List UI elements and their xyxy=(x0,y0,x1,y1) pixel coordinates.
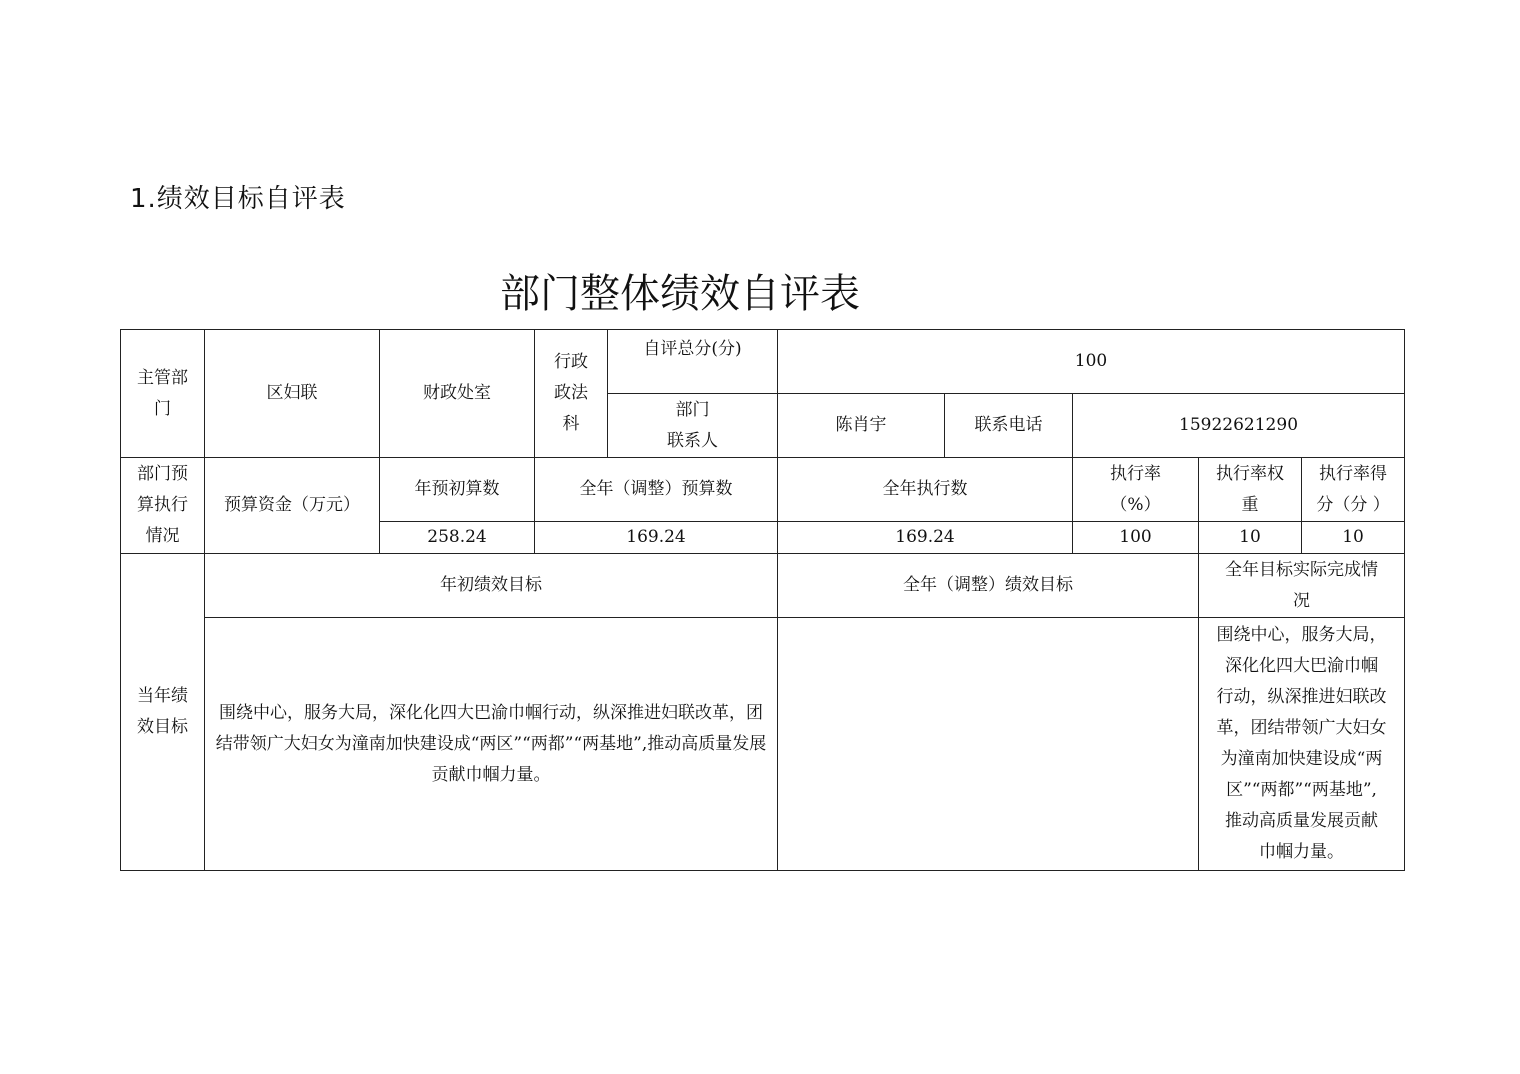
col-exec-rate xyxy=(1073,458,1199,522)
self-score-label: 自评总分(分) xyxy=(608,330,778,394)
finance-section-line: 科 xyxy=(562,414,580,434)
budget-row-label-line: 部门预 xyxy=(137,464,188,484)
executed-value: 169.24 xyxy=(778,522,1073,554)
section-heading: 1.绩效目标自评表 xyxy=(130,184,346,214)
col-executed: 全年执行数 xyxy=(778,458,1073,522)
self-evaluation-table xyxy=(120,329,1405,871)
finance-office-label: 财政处室 xyxy=(380,330,535,458)
col-adjusted-budget: 全年（调整）预算数 xyxy=(535,458,778,522)
col-initial-budget: 年预初算数 xyxy=(380,458,535,522)
goals-row-label-line: 效目标 xyxy=(137,717,188,737)
contact-label-line: 部门 xyxy=(675,399,710,420)
phone-value: 15922621290 xyxy=(1073,394,1405,458)
exec-weight-value: 10 xyxy=(1199,522,1302,554)
col-actual-completion xyxy=(1199,554,1405,618)
col-exec-score-line: 执行率得 xyxy=(1319,463,1388,484)
col-exec-score xyxy=(1302,458,1405,522)
contact-label xyxy=(608,394,778,458)
initial-budget-value: 258.24 xyxy=(380,522,535,554)
col-actual-completion-line: 全年目标实际完成情 xyxy=(1225,559,1379,580)
dept-value: 区妇联 xyxy=(205,330,380,458)
budget-row-label xyxy=(121,458,205,554)
col-exec-rate-line: 执行率 xyxy=(1110,463,1161,484)
actual-completion-line: 巾帼力量。 xyxy=(1259,842,1345,862)
col-exec-weight-line: 执行率权 xyxy=(1216,463,1284,484)
col-exec-score-line: 分（分 ） xyxy=(1316,494,1390,515)
col-initial-goal: 年初绩效目标 xyxy=(205,554,778,618)
finance-section-line: 政法 xyxy=(554,383,588,403)
goals-row-label xyxy=(121,554,205,871)
actual-completion-line: 区”“两都”“两基地”, xyxy=(1226,780,1377,800)
col-adjusted-goal: 全年（调整）绩效目标 xyxy=(778,554,1199,618)
actual-completion-line: 革，团结带领广大妇女 xyxy=(1216,718,1387,738)
finance-section-value xyxy=(535,330,608,458)
actual-completion-line: 推动高质量发展贡献 xyxy=(1225,811,1379,831)
actual-completion-line: 深化化四大巴渝巾帼 xyxy=(1225,656,1379,676)
col-actual-completion-line: 况 xyxy=(1293,590,1311,611)
phone-label: 联系电话 xyxy=(945,394,1073,458)
adjusted-budget-value: 169.24 xyxy=(535,522,778,554)
contact-label-line: 联系人 xyxy=(667,430,718,451)
exec-rate-value: 100 xyxy=(1073,522,1199,554)
col-exec-rate-line: （%） xyxy=(1110,494,1161,515)
finance-section-line: 行政 xyxy=(554,352,588,372)
actual-completion-text xyxy=(1199,618,1405,871)
dept-label-line: 主管部 xyxy=(137,367,188,388)
goals-row-label-line: 当年绩 xyxy=(137,686,188,706)
contact-name: 陈肖宇 xyxy=(778,394,945,458)
col-exec-weight-line: 重 xyxy=(1241,494,1259,515)
initial-goal-text: 围绕中心，服务大局，深化化四大巴渝巾帼行动，纵深推进妇联改革，团结带领广大妇女为潼南加快建设成“两区”“两都”“两基地”,推动高质量发展贡献巾帼力量。 xyxy=(205,618,778,871)
self-score-value: 100 xyxy=(778,330,1405,394)
dept-label xyxy=(121,330,205,458)
actual-completion-line: 为潼南加快建设成“两 xyxy=(1220,749,1383,769)
budget-row-label-line: 算执行 xyxy=(137,495,188,515)
exec-score-value: 10 xyxy=(1302,522,1405,554)
budget-fund-label: 预算资金（万元） xyxy=(205,458,380,554)
budget-row-label-line: 情况 xyxy=(145,526,180,546)
page-title: 部门整体绩效自评表 xyxy=(500,271,860,317)
actual-completion-line: 行动，纵深推进妇联改 xyxy=(1216,687,1387,707)
col-exec-weight xyxy=(1199,458,1302,522)
adjusted-goal-text xyxy=(778,618,1199,871)
actual-completion-line: 围绕中心，服务大局， xyxy=(1216,625,1387,645)
dept-label-line: 门 xyxy=(154,398,171,419)
